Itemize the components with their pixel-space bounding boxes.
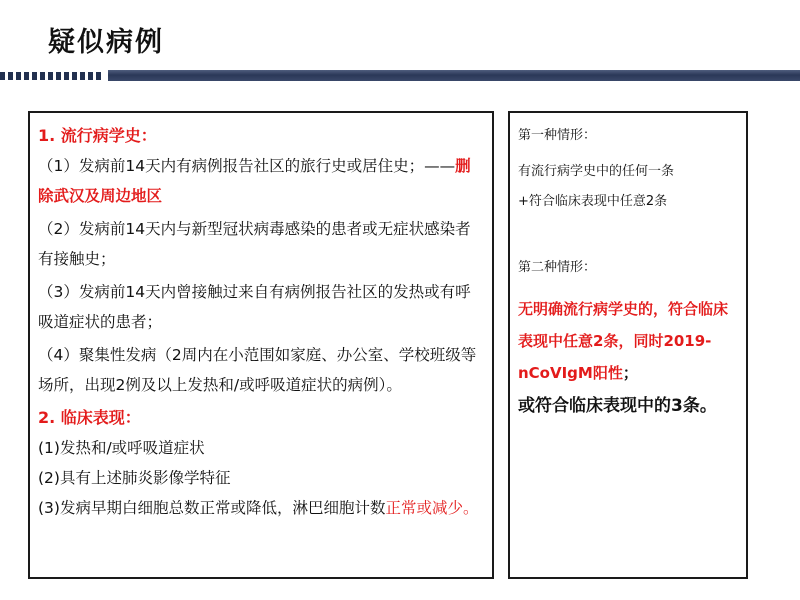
clinical-heading: 2. 临床表现：: [38, 408, 141, 427]
case2-text: [518, 293, 740, 389]
epidemiology-heading: 1. 流行病学史：: [38, 126, 157, 145]
epidemiology-item-3: （3）发病前14天内曾接触过来自有病例报告社区的发热或有呼吸道症状的患者；: [38, 283, 471, 331]
epidemiology-item-1-highlight: 删除武汉及周边地区: [38, 157, 471, 205]
case2-alternative: 或符合临床表现中的3条。: [518, 396, 717, 416]
case1-line-1: 有流行病学史中的任何一条: [518, 164, 675, 179]
title-rule-bar: [108, 70, 800, 81]
epidemiology-item-4: （4）聚集性发病（2周内在小范围如家庭、办公室、学校班级等场所，出现2例及以上发热和/或呼吸道症状的病例）。: [38, 346, 477, 394]
epidemiology-item-2: （2）发病前14天内与新型冠状病毒感染的患者或无症状感染者有接触史；: [38, 220, 471, 268]
title-rule-squares: [0, 72, 104, 80]
page-title: 疑似病例: [48, 27, 164, 58]
clinical-item-1: (1)发热和/或呼吸道症状: [38, 439, 205, 457]
clinical-item-3-text: (3)发病早期白细胞总数正常或降低，淋巴细胞计数: [38, 499, 386, 517]
clinical-item-3: [38, 496, 484, 520]
epidemiology-item-1-text: （1）发病前14天内有病例报告社区的旅行史或居住史；——: [38, 157, 456, 175]
case1-line-2: +符合临床表现中任意2条: [518, 194, 668, 209]
diagnosis-panel: [508, 111, 748, 579]
epidemiology-item-1: [38, 151, 484, 211]
clinical-item-3-highlight: 正常或减少。: [385, 499, 479, 517]
criteria-panel: [28, 111, 494, 579]
case2-semicolon: ；: [622, 364, 638, 382]
case2-red-text: 无明确流行病学史的，符合临床表现中任意2条，同时2019-nCoVIgM阳性: [518, 300, 729, 382]
case1-label: 第一种情形：: [518, 128, 597, 143]
case2-label: 第二种情形：: [518, 260, 597, 275]
clinical-item-2: (2)具有上述肺炎影像学特征: [38, 469, 231, 487]
